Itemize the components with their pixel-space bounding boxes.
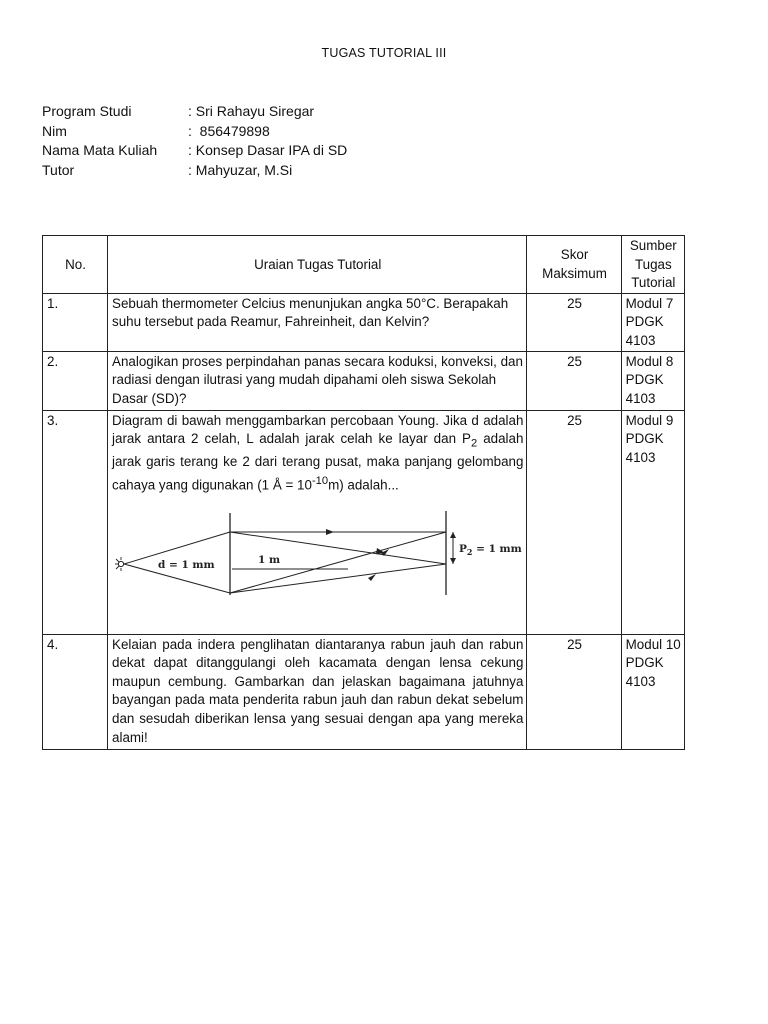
info-row-course [42,141,347,161]
row-source: Modul 7 PDGK 4103 [621,293,684,351]
p2-label: $P_2 = 1$ mm [459,543,522,558]
row-number: 4. [43,634,108,749]
table-row [43,293,685,351]
row-description: Kelaian pada indera penglihatan diantaranya rabun jauh dan rabun dekat dapat ditanggulangi oleh kacamata dengan lensa cekung maupun cembung. Gambarkan dan jelaskan bagaimana jatuhnya bayangan pada mata penderita rabun jauh dan rabun dekat sebelum dan sesudah diberikan lensa yang sesuai dengan apa yang mereka alami! [108,634,527,749]
question-text: Diagram di bawah menggambarkan percobaan Young. Jika d adalah jarak antara 2 celah, L adalah jarak celah ke layar dan P [112,412,524,447]
row-number: 2. [43,351,108,410]
question-text: m) adalah... [328,477,399,493]
subscript: 2 [470,437,478,450]
header-source: Sumber Tugas Tutorial [621,236,684,294]
light-source-icon [115,557,124,571]
young-experiment-diagram [112,509,522,595]
info-label: Tutor [42,161,75,178]
info-value: : Sri Rahayu Siregar [188,103,315,119]
header-max-score: Skor Maksimum [527,236,621,294]
question-text: adalah jarak garis terang ke 2 dari terang pusat, maka panjang gelombang cahaya yang digunakan (1 Å = 10 [112,431,524,493]
row-number: 1. [43,293,108,351]
d-label: d = 1 mm [158,559,215,572]
row-score: 25 [527,293,621,351]
header-description: Uraian Tugas Tutorial [108,236,527,294]
row-source: Modul 8 PDGK 4103 [621,351,684,410]
document-title: TUGAS TUTORIAL III [321,46,447,60]
info-label: Nim [42,122,67,139]
info-value: : Mahyuzar, M.Si [188,161,293,178]
info-row-program [42,102,347,122]
info-value: : Konsep Dasar IPA di SD [188,142,348,158]
info-row-nim [42,122,347,142]
row-score: 25 [527,351,621,410]
info-label: Program Studi [42,103,132,119]
superscript: -10 [311,475,329,488]
header-no: No. [43,236,108,294]
row-score: 25 [527,410,621,634]
row-score: 25 [527,634,621,749]
table-row [43,410,685,634]
info-value: : 856479898 [188,122,270,139]
task-table [42,235,685,750]
table-row [43,351,685,410]
row-source: Modul 9 PDGK 4103 [621,410,684,634]
table-header-row [43,236,685,294]
distance-label: 1 m [258,554,281,567]
young-question-text [112,412,523,496]
table-row [43,634,685,749]
row-source: Modul 10 PDGK 4103 [621,634,684,749]
info-row-tutor [42,161,347,181]
row-description: Sebuah thermometer Celcius menunjukan angka 50°C. Berapakah suhu tersebut pada Reamur, Fahreinheit, dan Kelvin? [108,293,527,351]
info-label: Nama Mata Kuliah [42,142,158,158]
row-description: Analogikan proses perpindahan panas secara koduksi, konveksi, dan radiasi dengan ilutrasi yang mudah dipahami oleh siswa Sekolah Dasar (SD)? [108,351,527,410]
row-number: 3. [43,410,108,634]
row-description [108,410,527,634]
student-info [42,102,347,180]
